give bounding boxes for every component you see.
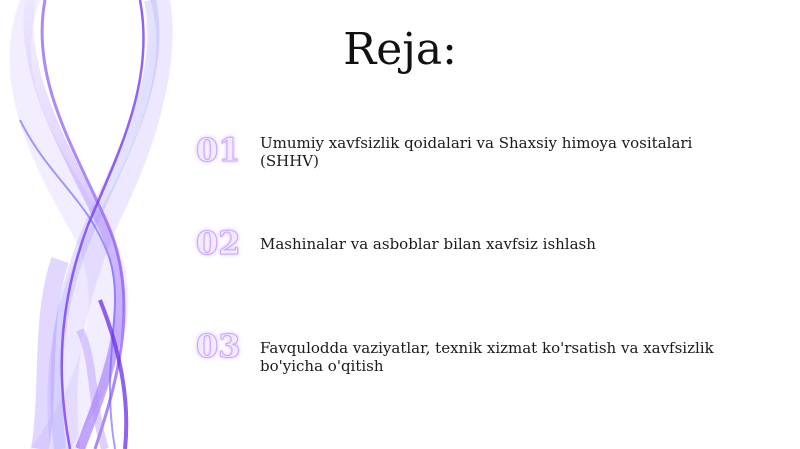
agenda-item-1	[196, 130, 756, 190]
agenda-number-3: 03	[196, 327, 241, 365]
agenda-item-3	[196, 326, 756, 386]
agenda-text-2: Mashinalar va asboblar bilan xavfsiz ishlash	[260, 235, 596, 253]
agenda-number-1: 01	[196, 131, 241, 169]
agenda-text-1: Umumiy xavfsizlik qoidalari va Shaxsiy himoya vositalari (SHHV)	[260, 134, 693, 170]
agenda-item-2	[196, 223, 756, 283]
agenda-number-2: 02	[196, 224, 241, 262]
slide-title: Reja:	[343, 24, 457, 75]
agenda-text-3: Favqulodda vaziyatlar, texnik xizmat ko'rsatish va xavfsizlik bo'yicha o'qitish	[260, 339, 714, 375]
purple-smoke-ribbon-decoration	[0, 0, 200, 449]
